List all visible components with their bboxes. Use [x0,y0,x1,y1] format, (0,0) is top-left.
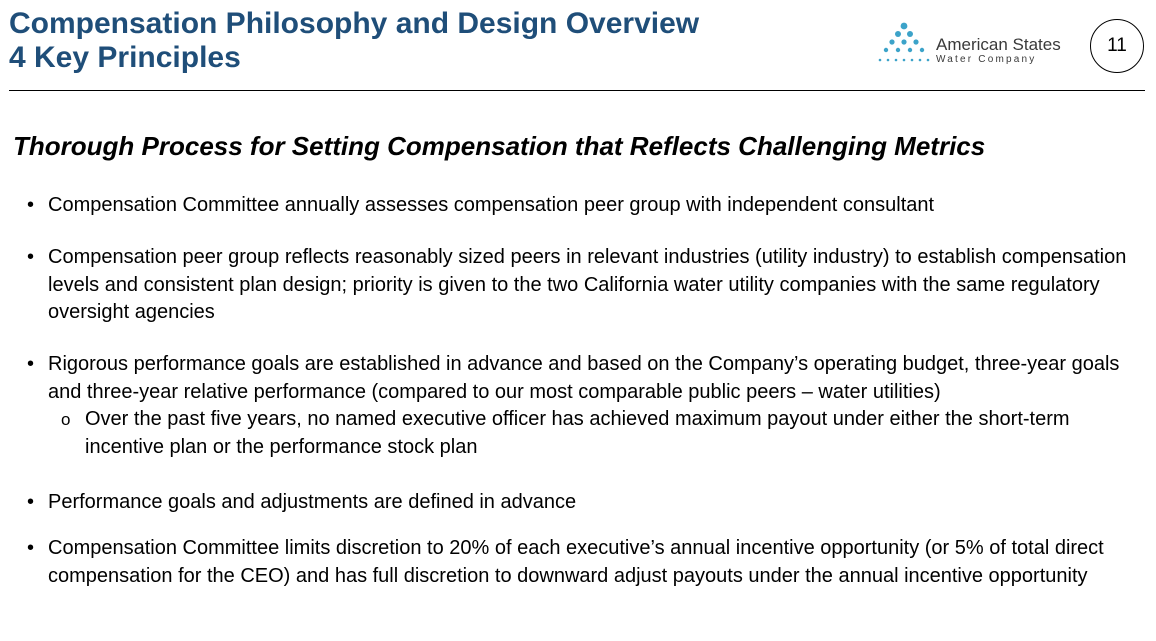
list-item-text: Compensation peer group reflects reasonably sized peers in relevant industries (utility industry) to establish compensation levels and consistent plan design; priority is given to the two California water utility companies with the same regulatory oversight agencies [48,246,1127,323]
page-number: 11 [1107,35,1127,56]
page-number-badge [1090,19,1144,73]
section-subtitle: Thorough Process for Setting Compensation that Reflects Challenging Metrics [13,131,986,161]
sub-list-item [61,406,1143,461]
bullet-dot: • [27,194,35,216]
list-item [27,351,1143,461]
water-drops-pyramid-icon [876,22,932,68]
bullet-dot: • [27,353,35,375]
page-title-line-1: Compensation Philosophy and Design Overview [9,7,700,40]
logo-company-subtitle: Water Company [936,54,1037,65]
bullet-dot: • [27,246,35,268]
bullet-dot: • [27,537,35,559]
page-title-line-2: 4 Key Principles [9,41,241,74]
page-title [9,7,699,75]
list-item [27,244,1143,327]
bullet-dot: • [27,491,35,513]
list-item [27,192,1143,220]
logo-company-name: American States [936,35,1061,54]
list-item-text: Performance goals and adjustments are defined in advance [48,491,577,513]
header-divider [9,90,1145,91]
list-item [27,535,1143,590]
list-item-text: Rigorous performance goals are established in advance and based on the Company’s operating budget, three-year goals and three-year relative performance (compared to our most comparable public peers – water utilities) [48,353,1120,403]
sub-list-item-text: Over the past five years, no named executive officer has achieved maximum payout under either the short-term incentive plan or the performance stock plan [85,408,1070,458]
list-item-text: Compensation Committee limits discretion to 20% of each executive’s annual incentive opportunity (or 5% of total direct compensation for the CEO) and has full discretion to downward adjust payouts under the annual incentive opportunity [48,537,1104,587]
list-item [27,489,1143,517]
company-logo [876,22,1076,68]
list-item-text: Compensation Committee annually assesses compensation peer group with independent consultant [48,194,935,216]
hollow-circle-bullet: o [61,410,71,429]
